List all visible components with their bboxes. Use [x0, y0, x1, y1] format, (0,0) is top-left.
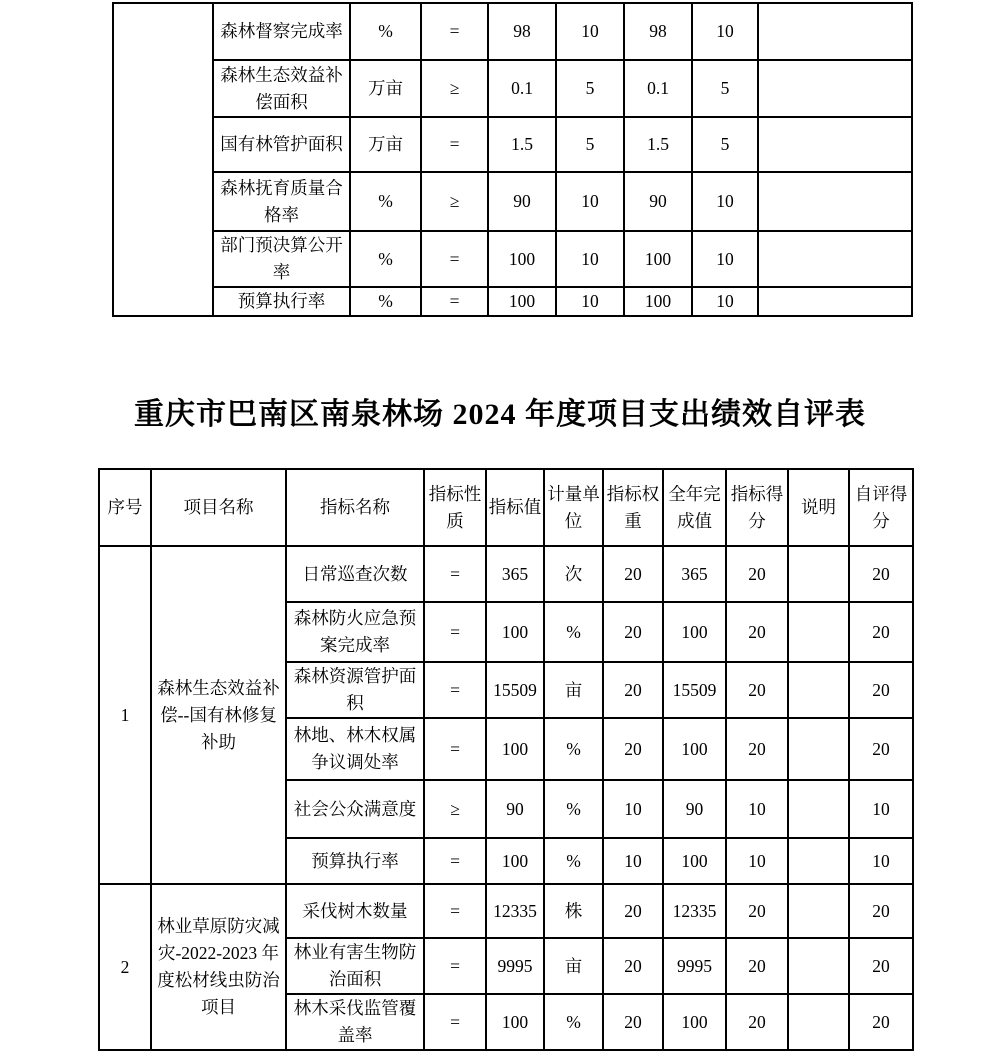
table-row	[113, 231, 912, 287]
self-score-cell: 20	[849, 602, 913, 662]
completion-value-cell: 100	[663, 718, 726, 780]
score-cell: 20	[726, 938, 788, 994]
nature-cell: =	[424, 602, 486, 662]
completion-value-cell: 1.5	[624, 117, 692, 172]
self-score-cell: 20	[849, 546, 913, 602]
unit-cell: %	[544, 994, 603, 1050]
target-value-cell: 15509	[486, 662, 544, 718]
target-value-cell: 0.1	[488, 60, 556, 117]
note-cell	[788, 838, 849, 884]
completion-value-cell: 100	[663, 838, 726, 884]
target-value-cell: 90	[486, 780, 544, 838]
nature-cell: =	[424, 662, 486, 718]
indicator-name-cell: 森林督察完成率	[213, 3, 350, 60]
completion-value-cell: 15509	[663, 662, 726, 718]
header-unit: 计量单位	[544, 469, 603, 546]
score-cell: 20	[726, 884, 788, 938]
completion-value-cell: 0.1	[624, 60, 692, 117]
self-score-cell: 20	[849, 994, 913, 1050]
header-target-value: 指标值	[486, 469, 544, 546]
table-row	[113, 60, 912, 117]
self-score-cell: 20	[849, 718, 913, 780]
header-weight: 指标权重	[603, 469, 663, 546]
score-cell: 5	[692, 117, 758, 172]
note-cell	[758, 231, 912, 287]
unit-cell: %	[350, 231, 421, 287]
weight-cell: 5	[556, 117, 624, 172]
weight-cell: 20	[603, 994, 663, 1050]
note-cell	[788, 994, 849, 1050]
nature-cell: =	[424, 884, 486, 938]
nature-cell: ≥	[421, 172, 488, 231]
target-value-cell: 100	[488, 231, 556, 287]
weight-cell: 10	[603, 838, 663, 884]
nature-cell: =	[424, 938, 486, 994]
target-value-cell: 9995	[486, 938, 544, 994]
indicator-name-cell: 部门预决算公开率	[213, 231, 350, 287]
score-cell: 10	[726, 780, 788, 838]
self-score-cell: 20	[849, 662, 913, 718]
header-indicator-nature: 指标性质	[424, 469, 486, 546]
note-cell	[788, 662, 849, 718]
nature-cell: =	[421, 3, 488, 60]
note-cell	[788, 602, 849, 662]
score-cell: 10	[692, 172, 758, 231]
unit-cell: %	[544, 602, 603, 662]
note-cell	[788, 780, 849, 838]
score-cell: 20	[726, 546, 788, 602]
target-value-cell: 100	[486, 838, 544, 884]
header-completion-value: 全年完成值	[663, 469, 726, 546]
merged-empty-cell	[113, 3, 213, 316]
note-cell	[758, 172, 912, 231]
indicator-name-cell: 森林抚育质量合格率	[213, 172, 350, 231]
note-cell	[758, 117, 912, 172]
header-note: 说明	[788, 469, 849, 546]
table-header-row	[99, 469, 913, 546]
note-cell	[758, 3, 912, 60]
note-cell	[758, 287, 912, 316]
indicator-name-cell: 森林生态效益补偿面积	[213, 60, 350, 117]
completion-value-cell: 9995	[663, 938, 726, 994]
indicator-name-cell: 森林资源管护面积	[286, 662, 424, 718]
score-cell: 20	[726, 718, 788, 780]
weight-cell: 20	[603, 546, 663, 602]
unit-cell: 万亩	[350, 60, 421, 117]
header-seq: 序号	[99, 469, 151, 546]
note-cell	[788, 718, 849, 780]
header-project-name: 项目名称	[151, 469, 286, 546]
nature-cell: =	[424, 994, 486, 1050]
score-cell: 10	[692, 287, 758, 316]
score-cell: 10	[726, 838, 788, 884]
table-row	[113, 117, 912, 172]
target-value-cell: 90	[488, 172, 556, 231]
project-self-evaluation-table	[98, 468, 914, 1051]
weight-cell: 20	[603, 662, 663, 718]
score-cell: 10	[692, 3, 758, 60]
weight-cell: 20	[603, 602, 663, 662]
completion-value-cell: 90	[624, 172, 692, 231]
table-row	[99, 546, 913, 602]
weight-cell: 10	[556, 287, 624, 316]
unit-cell: %	[350, 172, 421, 231]
unit-cell: 株	[544, 884, 603, 938]
nature-cell: ≥	[421, 60, 488, 117]
weight-cell: 10	[556, 172, 624, 231]
self-score-cell: 20	[849, 938, 913, 994]
page-title: 重庆市巴南区南泉林场 2024 年度项目支出绩效自评表	[134, 398, 866, 431]
unit-cell: 万亩	[350, 117, 421, 172]
target-value-cell: 100	[486, 994, 544, 1050]
project-name-cell: 森林生态效益补偿--国有林修复补助	[151, 546, 286, 884]
indicator-name-cell: 预算执行率	[286, 838, 424, 884]
weight-cell: 20	[603, 718, 663, 780]
project-name-cell: 林业草原防灾减灾-2022-2023 年度松材线虫防治项目	[151, 884, 286, 1050]
target-value-cell: 100	[486, 718, 544, 780]
weight-cell: 20	[603, 938, 663, 994]
indicator-name-cell: 林业有害生物防治面积	[286, 938, 424, 994]
score-cell: 20	[726, 602, 788, 662]
unit-cell: %	[544, 780, 603, 838]
score-cell: 10	[692, 231, 758, 287]
table-row	[113, 287, 912, 316]
unit-cell: %	[350, 287, 421, 316]
self-score-cell: 20	[849, 884, 913, 938]
completion-value-cell: 100	[663, 994, 726, 1050]
score-cell: 20	[726, 662, 788, 718]
nature-cell: =	[421, 117, 488, 172]
note-cell	[758, 60, 912, 117]
completion-value-cell: 12335	[663, 884, 726, 938]
self-score-cell: 10	[849, 780, 913, 838]
note-cell	[788, 938, 849, 994]
completion-value-cell: 90	[663, 780, 726, 838]
nature-cell: ≥	[424, 780, 486, 838]
indicator-name-cell: 林地、林木权属争议调处率	[286, 718, 424, 780]
unit-cell: %	[544, 718, 603, 780]
target-value-cell: 100	[486, 602, 544, 662]
nature-cell: =	[421, 287, 488, 316]
completion-value-cell: 365	[663, 546, 726, 602]
weight-cell: 20	[603, 884, 663, 938]
completion-value-cell: 98	[624, 3, 692, 60]
unit-cell: 亩	[544, 662, 603, 718]
indicator-name-cell: 预算执行率	[213, 287, 350, 316]
unit-cell: 次	[544, 546, 603, 602]
indicator-name-cell: 社会公众满意度	[286, 780, 424, 838]
seq-cell: 1	[99, 546, 151, 884]
score-cell: 5	[692, 60, 758, 117]
completion-value-cell: 100	[624, 231, 692, 287]
nature-cell: =	[424, 718, 486, 780]
indicator-name-cell: 采伐树木数量	[286, 884, 424, 938]
table-row	[113, 172, 912, 231]
nature-cell: =	[424, 838, 486, 884]
score-cell: 20	[726, 994, 788, 1050]
nature-cell: =	[421, 231, 488, 287]
header-self-score: 自评得分	[849, 469, 913, 546]
indicator-name-cell: 林木采伐监管覆盖率	[286, 994, 424, 1050]
unit-cell: 亩	[544, 938, 603, 994]
indicator-name-cell: 森林防火应急预案完成率	[286, 602, 424, 662]
nature-cell: =	[424, 546, 486, 602]
target-value-cell: 98	[488, 3, 556, 60]
target-value-cell: 12335	[486, 884, 544, 938]
weight-cell: 10	[556, 231, 624, 287]
header-indicator-score: 指标得分	[726, 469, 788, 546]
header-indicator-name: 指标名称	[286, 469, 424, 546]
table-row	[113, 3, 912, 60]
weight-cell: 10	[556, 3, 624, 60]
note-cell	[788, 884, 849, 938]
completion-value-cell: 100	[663, 602, 726, 662]
seq-cell: 2	[99, 884, 151, 1050]
unit-cell: %	[544, 838, 603, 884]
self-score-cell: 10	[849, 838, 913, 884]
table-row	[99, 884, 913, 938]
overall-indicators-table	[112, 2, 913, 317]
target-value-cell: 365	[486, 546, 544, 602]
unit-cell: %	[350, 3, 421, 60]
indicator-name-cell: 国有林管护面积	[213, 117, 350, 172]
completion-value-cell: 100	[624, 287, 692, 316]
weight-cell: 10	[603, 780, 663, 838]
weight-cell: 5	[556, 60, 624, 117]
indicator-name-cell: 日常巡查次数	[286, 546, 424, 602]
note-cell	[788, 546, 849, 602]
target-value-cell: 100	[488, 287, 556, 316]
target-value-cell: 1.5	[488, 117, 556, 172]
